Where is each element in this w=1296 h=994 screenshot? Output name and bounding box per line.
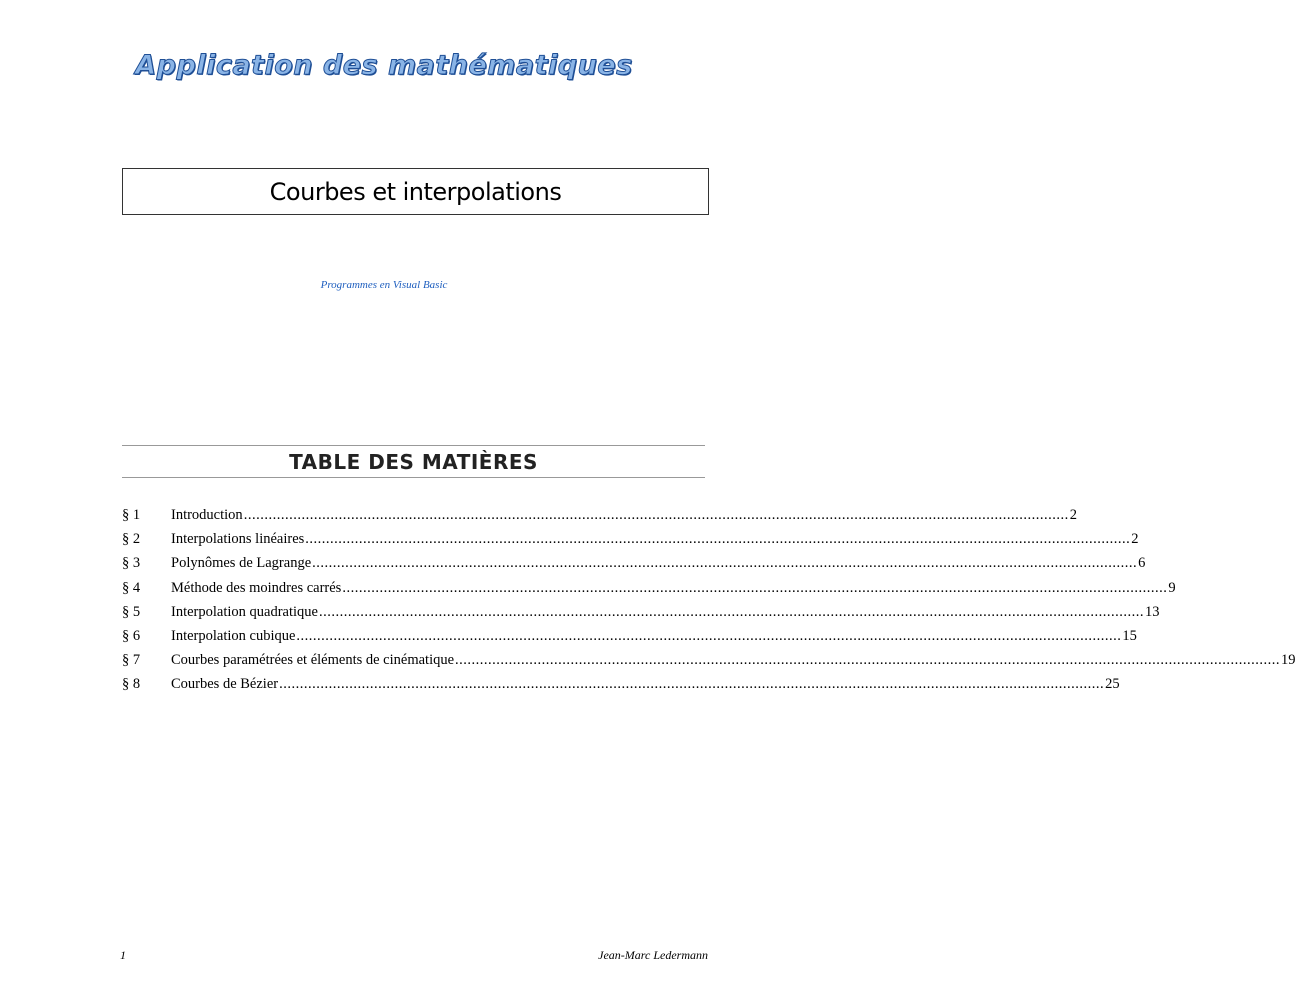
page-number: 1 bbox=[120, 948, 126, 962]
toc-entry-page: 6 bbox=[1138, 555, 1146, 572]
toc-entry[interactable] bbox=[122, 627, 1137, 652]
toc-entry-number: § 5 bbox=[122, 603, 141, 620]
toc-entry-number: § 3 bbox=[122, 555, 141, 572]
toc-entry[interactable] bbox=[122, 555, 1146, 579]
toc-entry-page: 2 bbox=[1131, 531, 1139, 548]
toc-entry-page: 9 bbox=[1168, 579, 1176, 596]
toc-entry[interactable] bbox=[122, 676, 1120, 700]
toc-entry[interactable] bbox=[122, 531, 1139, 555]
toc-entry-leader: ........................................................................................................................................................................................................ bbox=[312, 555, 1138, 572]
toc-entry-leader: ........................................................................................................................................................................................................ bbox=[296, 627, 1122, 644]
author-name: Jean-Marc Ledermann bbox=[598, 948, 708, 962]
toc-entry-leader: ........................................................................................................................................................................................................ bbox=[279, 676, 1105, 693]
toc-entry-page: 25 bbox=[1105, 676, 1120, 693]
toc-entry-page: 13 bbox=[1144, 603, 1160, 620]
toc-entry-title: Courbes paramétrées et éléments de cinématique bbox=[171, 652, 455, 669]
toc-entry-number: § 6 bbox=[122, 627, 141, 644]
toc-entry[interactable] bbox=[122, 603, 1160, 628]
toc-entry-number: § 1 bbox=[122, 507, 141, 523]
toc-entry-leader: ........................................................................................................................................................................................................ bbox=[342, 579, 1168, 596]
toc-entry-number: § 4 bbox=[122, 579, 141, 596]
wordart-banner: Application des mathématiques bbox=[135, 50, 633, 81]
toc-entry-leader: ........................................................................................................................................................................................................ bbox=[305, 531, 1131, 548]
toc-heading: TABLE DES MATIÈRES bbox=[289, 449, 538, 474]
toc-entry-number: § 2 bbox=[122, 531, 141, 548]
toc-entry-title: Courbes de Bézier bbox=[171, 676, 279, 693]
toc-entry-number: § 8 bbox=[122, 676, 141, 693]
document-title: Courbes et interpolations bbox=[269, 177, 562, 206]
toc-entry-title: Introduction bbox=[171, 507, 243, 523]
toc-entry-page: 15 bbox=[1122, 627, 1137, 644]
toc-entry-title: Polynômes de Lagrange bbox=[171, 555, 312, 572]
toc-entry-leader: ........................................................................................................................................................................................................ bbox=[243, 507, 1069, 523]
toc-entry-number: § 7 bbox=[122, 652, 141, 669]
toc-entry-page: 19 bbox=[1281, 652, 1296, 669]
toc-entry-title: Méthode des moindres carrés bbox=[171, 579, 342, 596]
toc-entry-title: Interpolation quadratique bbox=[171, 603, 318, 620]
document-title-box bbox=[122, 168, 709, 215]
toc-entry[interactable] bbox=[122, 507, 1077, 531]
toc-entry-leader: ........................................................................................................................................................................................................ bbox=[318, 603, 1144, 620]
toc-entry[interactable] bbox=[122, 652, 1296, 676]
toc-entry-title: Interpolation cubique bbox=[171, 627, 296, 644]
toc-entry[interactable] bbox=[122, 579, 1176, 604]
toc-entry-leader: ........................................................................................................................................................................................................ bbox=[455, 652, 1281, 669]
toc-entry-page: 2 bbox=[1069, 507, 1077, 523]
subtitle: Programmes en Visual Basic bbox=[320, 279, 448, 291]
toc-header bbox=[122, 445, 705, 478]
toc-entry-title: Interpolations linéaires bbox=[171, 531, 305, 548]
table-of-contents bbox=[122, 507, 1296, 701]
